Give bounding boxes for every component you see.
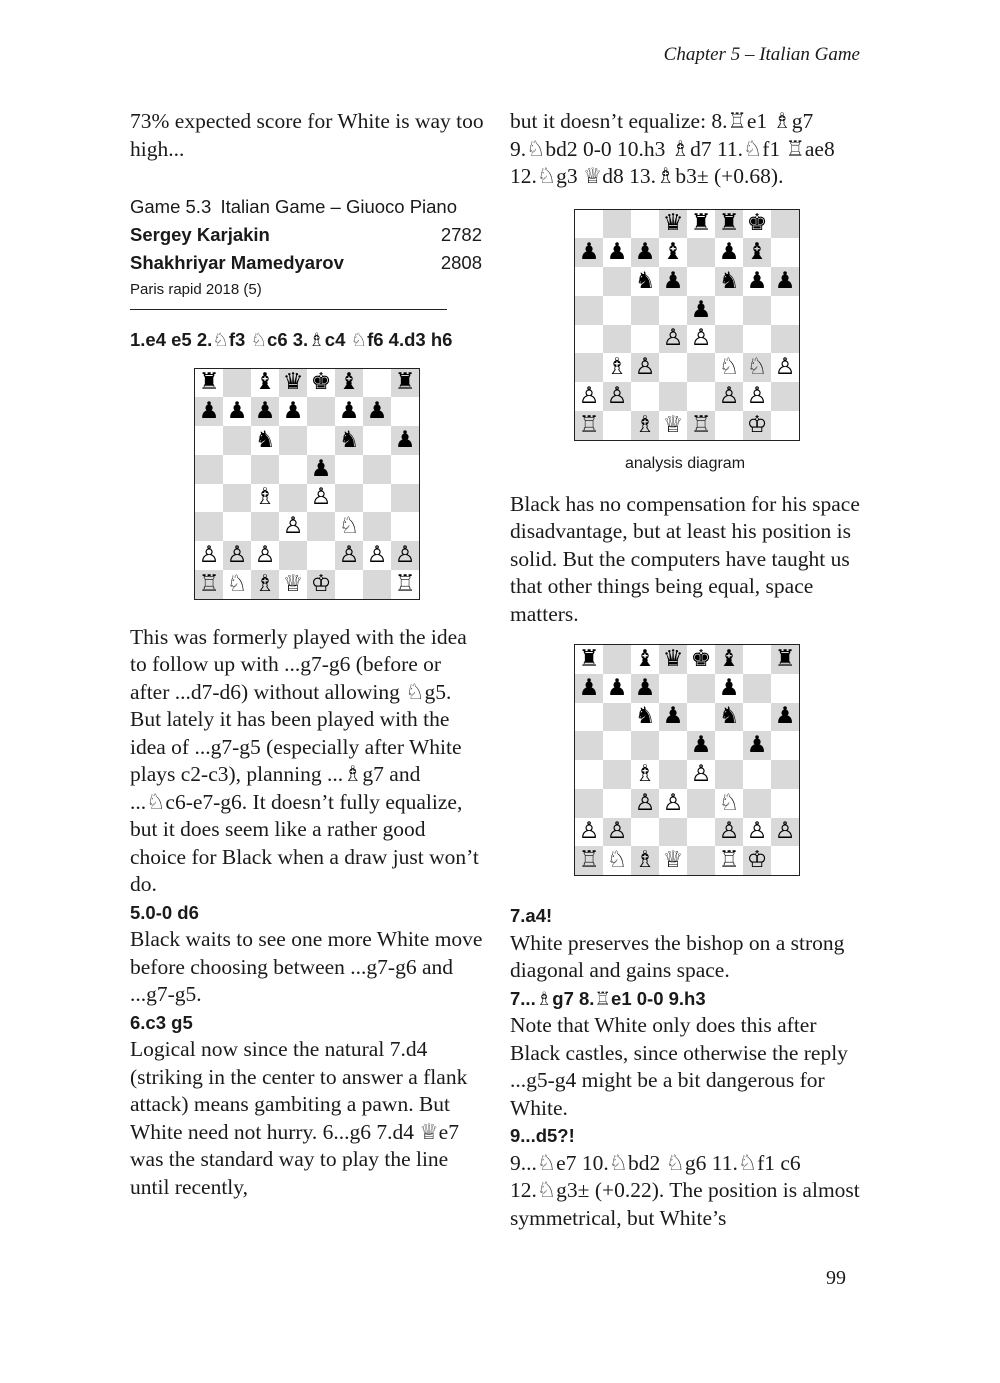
board-square <box>743 645 771 674</box>
board-square <box>687 267 715 296</box>
board-square <box>603 703 631 732</box>
board-square: ♙ <box>310 484 332 511</box>
board-square: ♘ <box>338 513 360 540</box>
board-square <box>363 369 391 398</box>
board-square: ♙ <box>198 541 220 568</box>
white-player-row <box>130 221 482 249</box>
paragraph-a4: White preserves the bishop on a strong diagonal and gains space. <box>510 930 845 982</box>
board-square: ♔ <box>307 570 335 599</box>
board-square: ♟ <box>391 426 419 455</box>
board-square <box>771 325 799 354</box>
board-square <box>771 760 799 789</box>
board-square <box>743 703 771 732</box>
board-square: ♞ <box>254 426 276 453</box>
board-square: ♟ <box>307 455 335 484</box>
intro-paragraph: 73% expected score for White is way too high... <box>130 109 484 161</box>
board-square <box>715 731 743 760</box>
move-line-3: 6.c3 g5 <box>130 1011 193 1033</box>
board-square: ♙ <box>282 513 304 540</box>
board-square: ♞ <box>715 703 743 732</box>
board-square: ♙ <box>631 353 659 382</box>
board-square <box>391 397 419 426</box>
board-square <box>223 426 251 455</box>
board-square: ♘ <box>718 789 740 816</box>
board-square <box>771 674 799 703</box>
board-square <box>279 426 307 455</box>
board-square <box>771 382 799 411</box>
board-square: ♘ <box>606 847 628 874</box>
paragraph-ne7: 9...♘e7 10.♘bd2 ♘g6 11.♘f1 c6 12.♘g3± (+0.22). The position is almost symmetrical, but White’s <box>510 1150 860 1230</box>
board-square: ♟ <box>575 674 603 703</box>
chess-diagram-1 <box>194 368 420 600</box>
board-square <box>631 731 659 760</box>
board-square: ♞ <box>634 703 656 730</box>
board-square <box>715 296 743 325</box>
board-square: ♙ <box>603 382 631 411</box>
board-square: ♜ <box>771 645 799 674</box>
move-line-a4: 7.a4! <box>510 905 553 926</box>
board-square: ♗ <box>631 846 659 875</box>
board-square: ♘ <box>718 354 740 381</box>
board-square <box>391 455 419 484</box>
left-column <box>130 108 485 1201</box>
board-square <box>631 325 659 354</box>
diagram-caption: analysis diagram <box>624 454 746 472</box>
board-square: ♞ <box>335 426 363 455</box>
board-square: ♚ <box>310 369 332 396</box>
board-square <box>659 382 687 411</box>
board-square: ♟ <box>195 397 223 426</box>
board-square <box>195 512 223 541</box>
board-square <box>307 541 335 570</box>
board-square <box>743 760 771 789</box>
board-square <box>335 484 363 513</box>
board-square: ♗ <box>634 760 656 787</box>
board-square: ♜ <box>391 369 419 398</box>
board-square: ♟ <box>687 296 715 325</box>
board-square <box>659 731 687 760</box>
board-square: ♖ <box>718 847 740 874</box>
board-square: ♙ <box>771 818 799 847</box>
board-square: ♞ <box>715 267 743 296</box>
board-square <box>195 455 223 484</box>
board-square <box>279 455 307 484</box>
board-square <box>575 296 603 325</box>
board-square <box>251 512 279 541</box>
board-square: ♙ <box>578 382 600 409</box>
board-square <box>603 789 631 818</box>
board-square: ♛ <box>659 645 687 674</box>
continuation-paragraph: but it doesn’t equalize: 8.♖e1 ♗g7 9.♘bd2 0-0 10.h3 ♗d7 11.♘f1 ♖ae8 12.♘g3 ♕d8 13.♗b3± (+0.68). <box>510 109 835 188</box>
board-square <box>363 484 391 513</box>
header-rule <box>130 309 447 310</box>
right-column <box>510 108 860 1232</box>
board-square <box>335 570 363 599</box>
board-square: ♟ <box>631 674 659 703</box>
board-square <box>659 353 687 382</box>
board-square <box>631 296 659 325</box>
board-square <box>575 760 603 789</box>
board-square <box>575 353 603 382</box>
board-square: ♔ <box>743 411 771 440</box>
board-square: ♟ <box>687 731 715 760</box>
board-square: ♟ <box>251 397 279 426</box>
board-square <box>771 238 799 267</box>
board-square: ♖ <box>687 411 715 440</box>
board-square <box>771 846 799 875</box>
board-square: ♟ <box>631 238 659 267</box>
board-square <box>575 789 603 818</box>
board-square <box>575 731 603 760</box>
board-square: ♙ <box>690 760 712 787</box>
board-square <box>279 484 307 513</box>
board-square: ♙ <box>715 818 743 847</box>
black-player-rating: 2808 <box>440 252 482 273</box>
board-square <box>363 455 391 484</box>
board-square <box>687 703 715 732</box>
board-square <box>771 789 799 818</box>
board-square: ♙ <box>690 325 712 352</box>
board-square: ♙ <box>254 541 276 568</box>
board-square <box>603 296 631 325</box>
paragraph-1: This was formerly played with the idea to follow up with ...g7-g6 (before or after ...d7-d6) without allowing ♘g5. But lately it has been played with the idea of ...g7-g5 (especially after White plays c2-c3), planning ...♗g7 and ...♘c6-e7-g6. It doesn’t fully equalize, but it does seem like a rather good choice for Black when a draw just won’t do. <box>130 624 479 896</box>
board-square: ♟ <box>606 674 628 701</box>
board-square <box>603 731 631 760</box>
board-square: ♟ <box>659 267 687 296</box>
board-square: ♙ <box>631 789 659 818</box>
paragraph-h3: Note that White only does this after Black castles, since otherwise the reply ...g5-g4 might be a bit dangerous for White. <box>510 1013 848 1120</box>
chess-diagram-3 <box>574 644 800 876</box>
board-square: ♖ <box>394 570 416 597</box>
board-square <box>687 353 715 382</box>
board-square <box>195 484 223 513</box>
paragraph-2: Black waits to see one more White move before choosing between ...g7-g6 and ...g7-g5. <box>130 927 483 1006</box>
board-square: ♟ <box>363 397 391 426</box>
board-square: ♝ <box>634 645 656 672</box>
board-square: ♝ <box>254 369 276 396</box>
board-square: ♟ <box>718 674 740 701</box>
board-square: ♟ <box>743 731 771 760</box>
board-square: ♙ <box>391 541 419 570</box>
board-square: ♟ <box>718 239 740 266</box>
board-square: ♙ <box>335 541 363 570</box>
board-square: ♗ <box>631 411 659 440</box>
board-square: ♛ <box>659 210 687 239</box>
board-square: ♜ <box>690 210 712 237</box>
board-square <box>603 411 631 440</box>
board-square <box>771 210 799 239</box>
board-square <box>603 267 631 296</box>
white-player-rating: 2782 <box>440 224 482 245</box>
board-square <box>687 846 715 875</box>
board-square <box>575 325 603 354</box>
board-square: ♘ <box>226 570 248 597</box>
board-square: ♟ <box>746 267 768 294</box>
chess-diagram-2 <box>574 209 800 441</box>
board-square: ♕ <box>662 847 684 874</box>
board-square <box>223 455 251 484</box>
board-square <box>659 818 687 847</box>
board-square: ♙ <box>662 789 684 816</box>
board-square <box>603 645 631 674</box>
board-square <box>631 210 659 239</box>
board-square <box>223 369 251 398</box>
board-square <box>659 296 687 325</box>
board-square: ♝ <box>335 369 363 398</box>
board-square <box>687 789 715 818</box>
board-square <box>363 512 391 541</box>
board-square: ♙ <box>603 818 631 847</box>
board-square <box>251 455 279 484</box>
move-line-d5: 9...d5?! <box>510 1125 575 1146</box>
black-player-row <box>130 249 482 277</box>
board-square <box>631 382 659 411</box>
board-square: ♘ <box>743 353 771 382</box>
running-header: Chapter 5 – Italian Game <box>663 44 860 65</box>
board-square: ♛ <box>279 369 307 398</box>
board-square <box>771 731 799 760</box>
move-line-1: 1.e4 e5 2.♘f3 ♘c6 3.♗c4 ♘f6 4.d3 h6 <box>130 329 453 350</box>
board-square: ♟ <box>771 267 799 296</box>
board-square: ♞ <box>634 267 656 294</box>
board-square <box>743 296 771 325</box>
board-square: ♖ <box>575 411 603 440</box>
board-square <box>715 760 743 789</box>
board-square: ♟ <box>771 703 799 732</box>
board-square <box>743 789 771 818</box>
board-square <box>687 382 715 411</box>
black-player-name: Shakhriyar Mamedyarov <box>130 252 344 273</box>
board-square: ♜ <box>198 369 220 396</box>
board-square: ♙ <box>223 541 251 570</box>
board-square: ♟ <box>606 239 628 266</box>
board-square <box>687 674 715 703</box>
move-line-bg7: 7...♗g7 8.♖e1 0-0 9.h3 <box>510 987 706 1009</box>
board-square <box>603 210 631 239</box>
board-square <box>687 818 715 847</box>
board-square: ♟ <box>575 238 603 267</box>
board-square: ♚ <box>746 210 768 237</box>
board-square <box>363 570 391 599</box>
board-square: ♖ <box>575 846 603 875</box>
board-square: ♙ <box>659 325 687 354</box>
board-square <box>575 210 603 239</box>
board-square: ♝ <box>662 239 684 266</box>
page-number: 99 <box>826 1267 846 1289</box>
board-square <box>575 703 603 732</box>
board-square: ♙ <box>746 382 768 409</box>
board-square <box>743 325 771 354</box>
board-square <box>279 541 307 570</box>
board-square: ♙ <box>578 818 600 845</box>
board-square <box>391 512 419 541</box>
board-square: ♟ <box>282 398 304 425</box>
board-square: ♙ <box>715 382 743 411</box>
board-square <box>603 325 631 354</box>
board-square <box>603 760 631 789</box>
board-square <box>335 455 363 484</box>
board-square <box>715 411 743 440</box>
board-square <box>223 484 251 513</box>
board-square <box>195 426 223 455</box>
board-square <box>771 411 799 440</box>
board-square: ♜ <box>715 210 743 239</box>
board-square: ♜ <box>578 645 600 672</box>
board-square <box>659 760 687 789</box>
board-square <box>771 296 799 325</box>
board-square <box>363 426 391 455</box>
board-square: ♙ <box>366 541 388 568</box>
board-square <box>631 818 659 847</box>
board-square <box>575 267 603 296</box>
board-square: ♗ <box>254 484 276 511</box>
board-square: ♚ <box>690 645 712 672</box>
board-square <box>743 674 771 703</box>
board-square <box>307 397 335 426</box>
board-square: ♕ <box>282 570 304 597</box>
board-square: ♗ <box>251 570 279 599</box>
board-square: ♟ <box>659 703 687 732</box>
board-square: ♗ <box>606 354 628 381</box>
board-square <box>391 484 419 513</box>
board-square: ♙ <box>746 818 768 845</box>
white-player-name: Sergey Karjakin <box>130 224 270 245</box>
game-event: Paris rapid 2018 (5) <box>130 281 262 298</box>
board-square: ♖ <box>195 570 223 599</box>
game-title: Game 5.3 Italian Game – Giuoco Piano <box>130 196 458 217</box>
board-square <box>307 426 335 455</box>
board-square: ♟ <box>338 398 360 425</box>
board-square: ♟ <box>226 398 248 425</box>
board-square <box>659 674 687 703</box>
board-square <box>307 512 335 541</box>
paragraph-3: Logical now since the natural 7.d4 (striking in the center to answer a flank attack) means gambiting a pawn. But White need not hurry. 6...g6 7.d4 ♕e7 was the standard way to play the line until recently, <box>130 1037 468 1199</box>
game-header <box>130 193 485 310</box>
board-square <box>223 512 251 541</box>
board-square: ♝ <box>743 238 771 267</box>
board-square: ♙ <box>774 354 796 381</box>
board-square <box>715 325 743 354</box>
board-square: ♕ <box>662 411 684 438</box>
board-square: ♔ <box>743 846 771 875</box>
paragraph-space: Black has no compensation for his space disadvantage, but at least his position is solid. But the computers have taught us that other things being equal, space matters. <box>510 491 860 626</box>
board-square: ♝ <box>715 645 743 674</box>
move-line-2: 5.0-0 d6 <box>130 901 199 923</box>
board-square <box>687 238 715 267</box>
